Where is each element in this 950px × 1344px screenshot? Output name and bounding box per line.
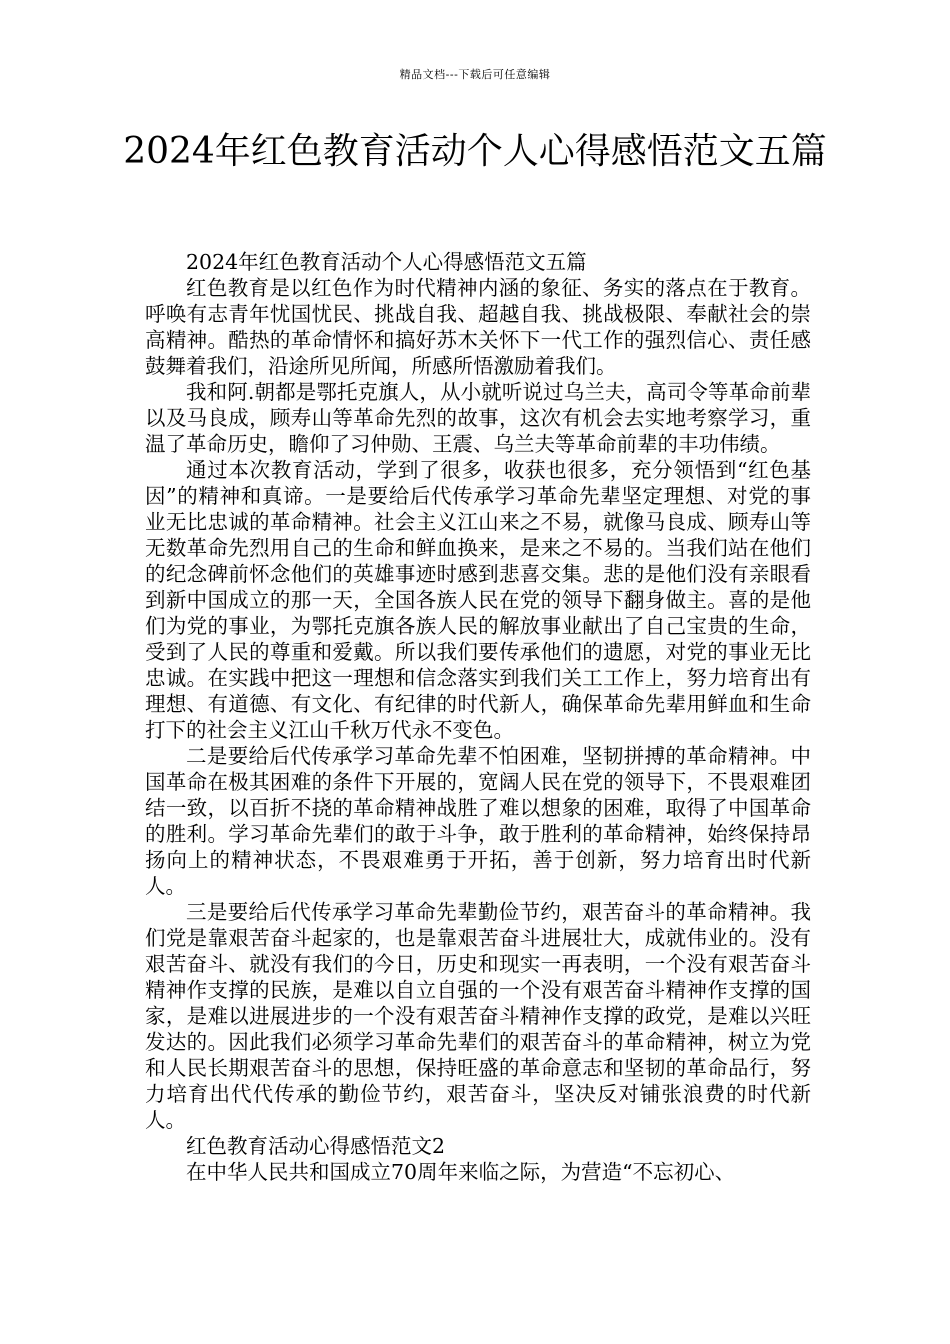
body-paragraph: 在中华人民共和国成立70周年来临之际，为营造“不忘初心、	[186, 1160, 736, 1184]
document-title: 2024年红色教育活动个人心得感悟范文五篇	[123, 131, 827, 172]
section-heading: 红色教育活动心得感悟范文2	[186, 1134, 446, 1158]
body-paragraph: 三是要给后代传承学习革命先辈勤俭节约，艰苦奋斗的革命精神。我们党是靠艰苦奋斗起家的，也是靠艰苦奋斗进展壮大，成就伟业的。没有艰苦奋斗、就没有我们的今日，历史和现实一再表明，一个没有艰苦奋斗精神作支撑的民族，是难以自立自强的一个没有艰苦奋斗精神作支撑的国家，是难以进展进步的一个没有艰苦奋斗精神作支撑的政党，是难以兴旺发达的。因此我们必须学习革命先辈们的艰苦奋斗的革命精神，树立为党和人民长期艰苦奋斗的思想，保持旺盛的革命意志和坚韧的革命品行，努力培育出代代传承的勤俭节约，艰苦奋斗，坚决反对铺张浪费的时代新人。	[145, 900, 811, 1132]
document-body	[145, 249, 811, 1185]
body-paragraph: 红色教育是以红色作为时代精神内涵的象征、务实的落点在于教育。呼唤有志青年忧国忧民、挑战自我、超越自我、挑战极限、奉献社会的崇高精神。酷热的革命情怀和搞好苏木关怀下一代工作的强烈信心、责任感鼓舞着我们，沿途所见所闻，所感所悟激励着我们。	[145, 276, 811, 378]
body-paragraph: 我和阿.朝都是鄂托克旗人，从小就听说过乌兰夫，高司令等革命前辈以及马良成，顾寿山等革命先烈的故事，这次有机会去实地考察学习，重温了革命历史，瞻仰了习仲勋、王震、乌兰夫等革命前辈的丰功伟绩。	[145, 380, 811, 456]
page-header-note: 精品文档---下载后可任意编辑	[399, 68, 551, 81]
body-paragraph: 通过本次教育活动，学到了很多，收获也很多，充分领悟到“红色基因”的精神和真谛。一是要给后代传承学习革命先辈坚定理想、对党的事业无比忠诚的革命精神。社会主义江山来之不易，就像马良成、顾寿山等无数革命先烈用自己的生命和鲜血换来，是来之不易的。当我们站在他们的纪念碑前怀念他们的英雄事迹时感到悲喜交集。悲的是他们没有亲眼看到新中国成立的那一天，全国各族人民在党的领导下翻身做主。喜的是他们为党的事业，为鄂托克旗各族人民的解放事业献出了自己宝贵的生命，受到了人民的尊重和爱戴。所以我们要传承他们的遗愿，对党的事业无比忠诚。在实践中把这一理想和信念落实到我们关工工作上，努力培育出有理想、有道德、有文化、有纪律的时代新人，确保革命先辈用鲜血和生命打下的社会主义江山千秋万代永不变色。	[145, 458, 811, 742]
body-paragraph: 二是要给后代传承学习革命先辈不怕困难，坚韧拼搏的革命精神。中国革命在极其困难的条件下开展的，宽阔人民在党的领导下，不畏艰难团结一致，以百折不挠的革命精神战胜了难以想象的困难，取得了中国革命的胜利。学习革命先辈们的敢于斗争，敢于胜利的革命精神，始终保持昂扬向上的精神状态，不畏艰难勇于开拓，善于创新，努力培育出时代新人。	[145, 744, 811, 898]
subtitle-paragraph: 2024年红色教育活动个人心得感悟范文五篇	[186, 250, 587, 274]
